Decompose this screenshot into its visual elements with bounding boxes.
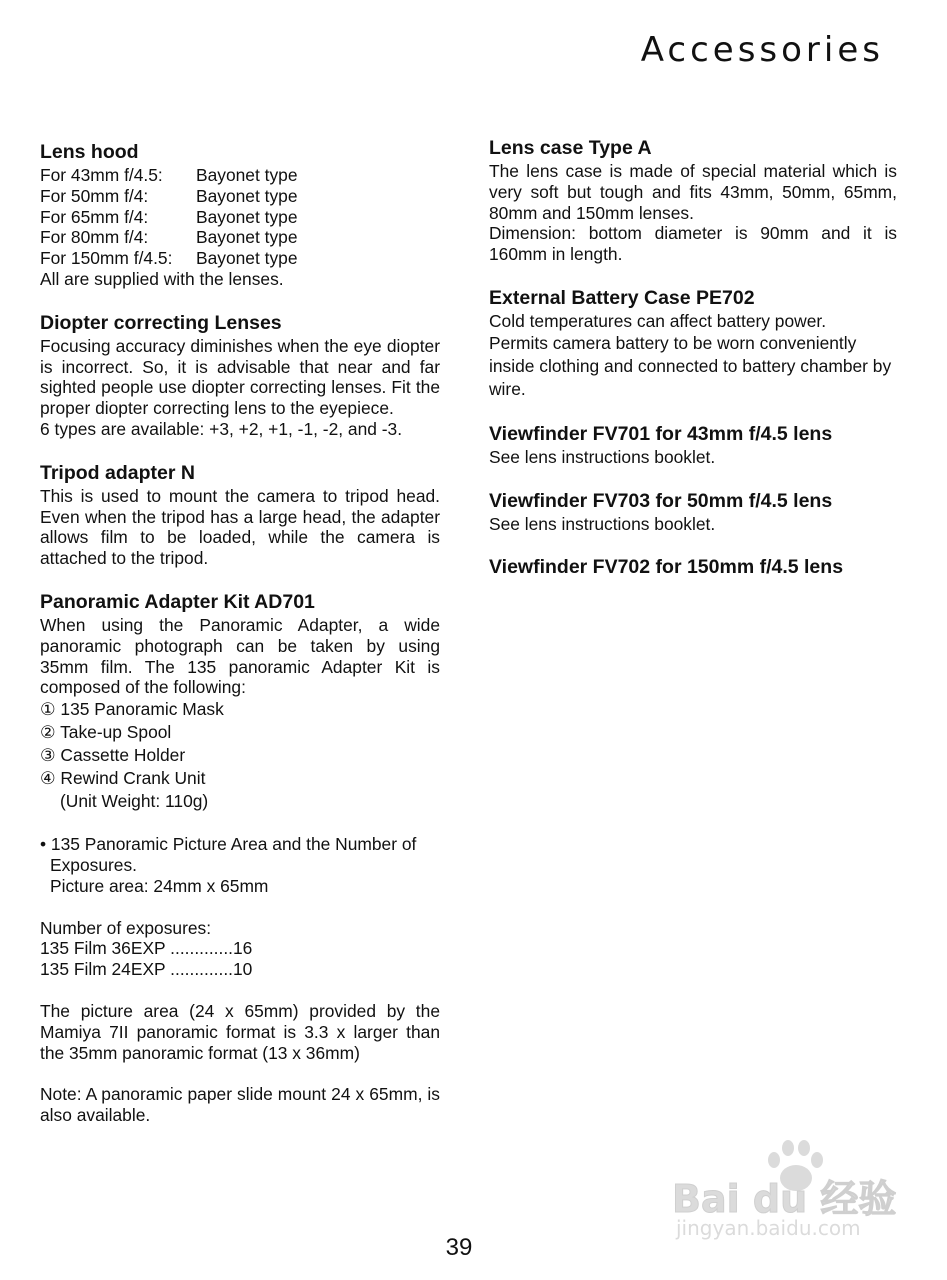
fv701-section xyxy=(489,422,897,468)
lens-hood-section xyxy=(40,140,440,290)
comparison-text: The picture area (24 x 65mm) provided by the Mamiya 7II panoramic format is 3.3 x larger than the 35mm panoramic format (13 x 36mm) xyxy=(40,1000,440,1063)
lens-hood-row xyxy=(40,227,440,248)
fv703-section xyxy=(489,489,897,535)
battery-line: Permits camera battery to be worn conveniently inside clothing and connected to battery chamber by wire. xyxy=(489,332,892,399)
lens-case-section xyxy=(489,136,897,265)
left-column xyxy=(40,140,440,1147)
kit-item: ③ Cassette Holder xyxy=(40,745,186,766)
page-number: 39 xyxy=(445,1234,473,1261)
picture-area-bullet xyxy=(40,834,440,896)
lens-hood-value: Bayonet type xyxy=(196,227,298,248)
exposures-label: Number of exposures: xyxy=(40,917,212,938)
fv701-heading: Viewfinder FV701 for 43mm f/4.5 lens xyxy=(489,422,833,445)
lens-hood-value: Bayonet type xyxy=(196,165,298,185)
panoramic-section xyxy=(40,590,440,1126)
kit-item: ② Take-up Spool xyxy=(40,722,172,743)
baidu-watermark xyxy=(672,1138,902,1248)
lens-case-heading: Lens case Type A xyxy=(489,137,652,159)
bullet-text: • 135 Panoramic Picture Area and the Number of Exposures. xyxy=(40,834,417,875)
fv703-body: See lens instructions booklet. xyxy=(489,513,716,534)
lens-hood-label: For 43mm f/4.5: xyxy=(40,165,163,185)
page-title: Accessories xyxy=(640,30,884,70)
diopter-body: Focusing accuracy diminishes when the eye diopter is incorrect. So, it is advisable that near and far sighted people use diopter correcting lenses. Fit the proper diopter correcting lens to the eyepiece. xyxy=(40,335,440,419)
tripod-body: This is used to mount the camera to tripod head. Even when the tripod has a large head, the adapter allows film to be loaded, while the camera is attached to the tripod. xyxy=(40,485,440,569)
diopter-types: 6 types are available: +3, +2, +1, -1, -2, and -3. xyxy=(40,418,403,439)
picture-area: Picture area: 24mm x 65mm xyxy=(50,875,269,896)
lens-hood-heading: Lens hood xyxy=(40,141,139,163)
tripod-section xyxy=(40,461,440,569)
exposure-row xyxy=(40,959,440,980)
lens-hood-row xyxy=(40,165,440,186)
panoramic-heading: Panoramic Adapter Kit AD701 xyxy=(40,590,315,613)
exposure-row xyxy=(40,938,440,959)
lens-hood-value: Bayonet type xyxy=(196,185,298,206)
battery-heading: External Battery Case PE702 xyxy=(489,286,755,309)
exposure-count: 16 xyxy=(233,938,253,959)
lens-hood-row xyxy=(40,186,440,207)
panoramic-body: When using the Panoramic Adapter, a wide panoramic photograph can be taken by using 35mm film. The 135 panoramic Adapter Kit is composed of the following: xyxy=(40,614,440,698)
lens-hood-label: For 65mm f/4: xyxy=(40,206,149,227)
fv702-heading: Viewfinder FV702 for 150mm f/4.5 lens xyxy=(489,556,844,579)
lens-hood-row xyxy=(40,248,440,269)
lens-hood-value: Bayonet type xyxy=(196,248,298,269)
right-column xyxy=(489,136,897,601)
fv702-section xyxy=(489,555,897,580)
exposure-count: 10 xyxy=(233,959,253,980)
lens-hood-value: Bayonet type xyxy=(196,206,298,227)
kit-item: ① 135 Panoramic Mask xyxy=(40,699,224,720)
exposure-film: 135 Film 36EXP ............. xyxy=(40,938,233,959)
lens-hood-label: For 50mm f/4: xyxy=(40,185,149,206)
battery-section xyxy=(489,286,897,401)
lens-case-dimension: Dimension: bottom diameter is 90mm and it is 160mm in length. xyxy=(489,223,897,265)
diopter-section xyxy=(40,311,440,440)
battery-line: Cold temperatures can affect battery power. xyxy=(489,310,827,331)
lens-hood-label: For 80mm f/4: xyxy=(40,227,149,248)
lens-case-body: The lens case is made of special material which is very soft but tough and fits 43mm, 50mm, 65mm, 80mm and 150mm lenses. xyxy=(489,161,897,223)
tripod-heading: Tripod adapter N xyxy=(40,461,195,484)
unit-weight: (Unit Weight: 110g) xyxy=(60,791,209,812)
exposure-film: 135 Film 24EXP ............. xyxy=(40,959,233,980)
watermark-logo-text: Bai du 经验 xyxy=(672,1177,897,1221)
diopter-heading: Diopter correcting Lenses xyxy=(40,311,282,334)
watermark-url: jingyan.baidu.com xyxy=(676,1216,861,1240)
fv703-heading: Viewfinder FV703 for 50mm f/4.5 lens xyxy=(489,489,833,512)
lens-hood-label: For 150mm f/4.5: xyxy=(40,248,173,269)
fv701-body: See lens instructions booklet. xyxy=(489,446,716,467)
lens-hood-row xyxy=(40,207,440,228)
lens-hood-note: All are supplied with the lenses. xyxy=(40,268,284,289)
kit-item: ④ Rewind Crank Unit xyxy=(40,768,206,789)
panoramic-note: Note: A panoramic paper slide mount 24 x 65mm, is also available. xyxy=(40,1084,440,1126)
